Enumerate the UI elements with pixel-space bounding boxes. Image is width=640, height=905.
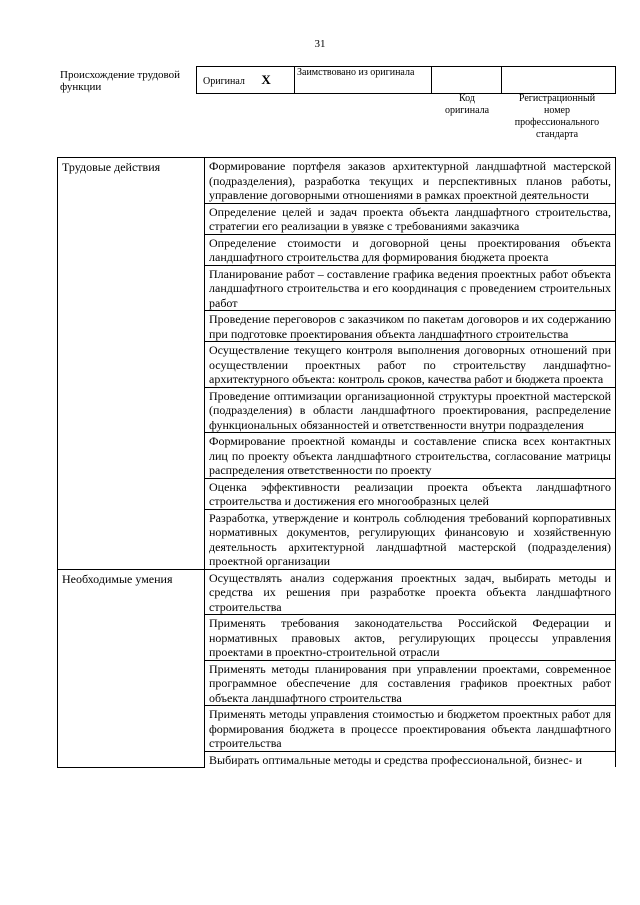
section-item: Применять методы управления стоимостью и бюджетом проектных работ для формирования бюджета в процессе проектирования объекта ландшафтного строительства [205,706,616,752]
section-item: Проведение оптимизации организационной структуры проектной мастерской (подразделения) в области ландшафтного проектирования, распределение функциональных обязанностей и ответственности внутри подразделения [205,387,616,433]
section-item: Формирование портфеля заказов архитектурной ландшафтной мастерской (подразделения), разработка текущих и перспективных планов работы, управление договорными отношениями в рамках проектной деятельности [205,158,616,204]
original-mark: Х [261,72,271,87]
origin-label: Происхождение трудовой функции [60,69,181,93]
section-item: Проведение переговоров с заказчиком по пакетам договоров и их содержанию при подготовке проектирования объекта ландшафтного строительства [205,311,616,342]
original-label: Оригинал [203,76,245,87]
code-caption: Код оригинала [444,93,490,116]
reg-number-cell [502,67,616,94]
page-number: 31 [314,38,326,50]
section-item: Разработка, утверждение и контроль соблюдения требований корпоративных нормативных документов, регулирующих финансовую и хозяйственную деятельность архитектурной ландшафтной мастерской (подразделения) проектной организации [205,509,616,569]
section-heading: Трудовые действия [58,158,205,570]
borrowed-cell: Заимствовано из оригинала [295,67,432,94]
table-row [58,569,616,615]
section-item: Формирование проектной команды и составление списка всех контактных лиц по проекту объекта ландшафтного строительства, согласование матрицы распределения ответственности по проекту [205,433,616,479]
section-item: Определение стоимости и договорной цены проектирования объекта ландшафтного строительства для формирования бюджета проекта [205,234,616,265]
section-item: Выбирать оптимальные методы и средства профессиональной, бизнес- и [205,751,616,767]
section-item: Оценка эффективности реализации проекта объекта ландшафтного строительства и достижения его многообразных целей [205,478,616,509]
section-item: Определение целей и задач проекта объекта ландшафтного строительства, стратегии его реализации в увязке с требованиями заказчика [205,203,616,234]
original-cell [197,67,295,94]
section-heading: Необходимые умения [58,569,205,767]
section-item: Осуществление текущего контроля выполнения договорных отношений при осуществлении проектных работ по строительству ландшафтно-архитектурного объекта: контроль сроков, качества работ и бюджета проекта [205,342,616,388]
table-row [58,158,616,204]
section-item: Осуществлять анализ содержания проектных задач, выбирать методы и средства их решения при разработке проекта объекта ландшафтного строительства [205,569,616,615]
section-item: Применять методы планирования при управлении проектами, современное программное обеспечение для составления графиков проектных работ объекта ландшафтного строительства [205,660,616,706]
origin-table [196,66,616,94]
section-item: Применять требования законодательства Российской Федерации и нормативных правовых актов, регулирующих процессы управления проектами в проектно-строительной отрасли [205,615,616,661]
function-table [57,157,616,768]
section-item: Планирование работ – составление графика ведения проектных работ объекта ландшафтного строительства и его координация с проведением строительных работ [205,265,616,311]
reg-number-caption: Регистрационный номер профессионального стандарта [514,93,600,140]
code-cell [432,67,502,94]
